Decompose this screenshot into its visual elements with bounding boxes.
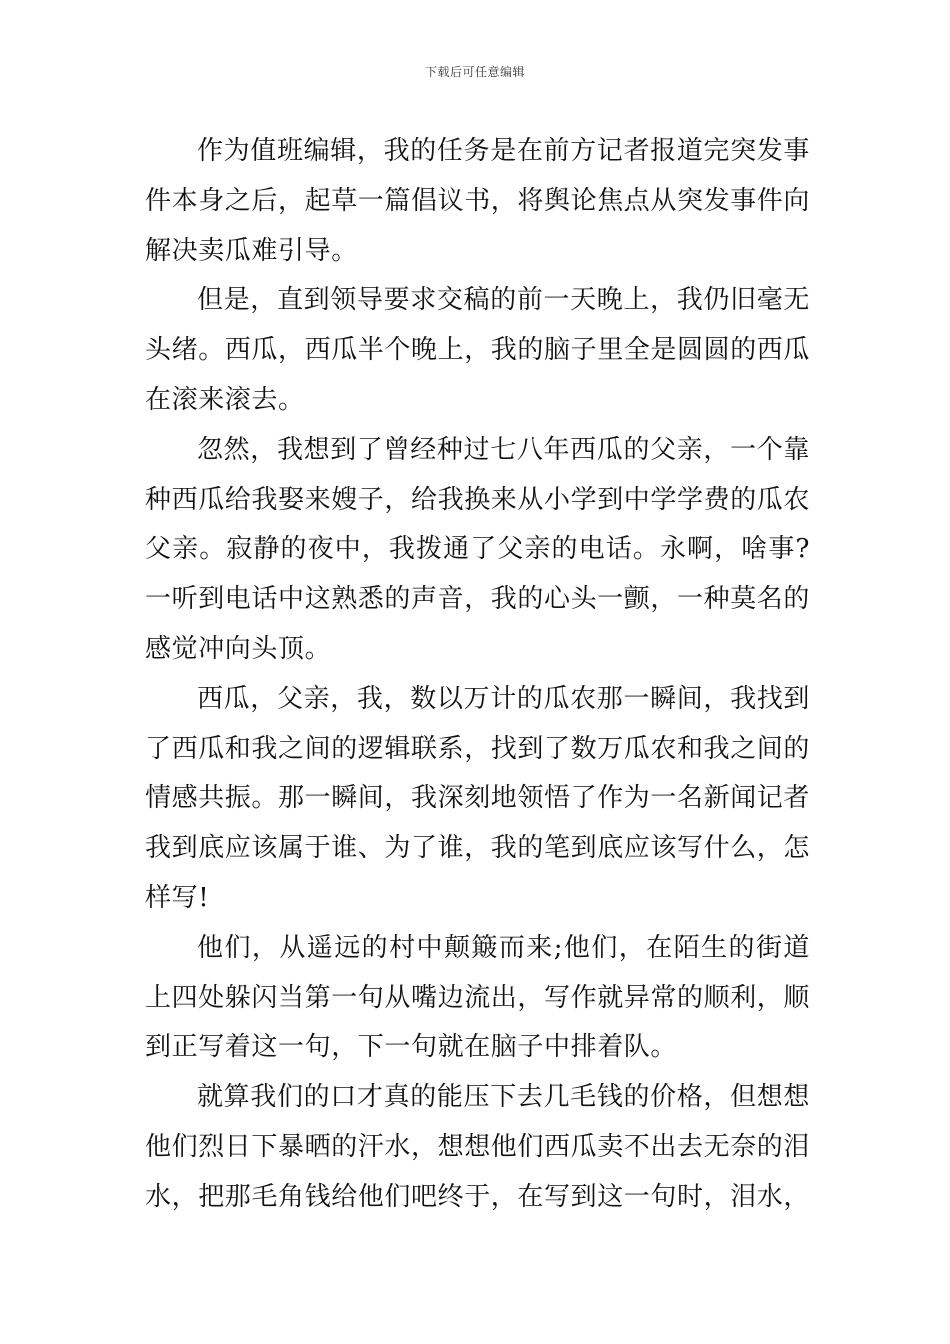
page-header-note: 下载后可任意编辑 [424,65,525,79]
paragraph-1: 作为值班编辑，我的任务是在前方记者报道完突发事件本身之后，起草一篇倡议书，将舆论焦点从突发事件向解决卖瓜难引导。 [145,136,811,266]
document-body [145,127,810,1223]
paragraph-4: 西瓜，父亲，我，数以万计的瓜农那一瞬间，我找到了西瓜和我之间的逻辑联系，找到了数万瓜农和我之间的情感共振。那一瞬间，我深刻地领悟了作为一名新闻记者我到底应该属于谁、为了谁，我的笔到底应该写什么，怎样写! [145,683,811,913]
paragraph-3: 忽然，我想到了曾经种过七八年西瓜的父亲，一个靠种西瓜给我娶来嫂子，给我换来从小学到中学学费的瓜农父亲。寂静的夜中，我拨通了父亲的电话。永啊，啥事?一听到电话中这熟悉的声音，我的心头一颤，一种莫名的感觉冲向头顶。 [145,434,811,664]
paragraph-6: 就算我们的口才真的能压下去几毛钱的价格，但想想他们烈日下暴晒的汗水，想想他们西瓜卖不出去无奈的泪水，把那毛角钱给他们吧终于，在写到这一句时，泪水， [145,1082,811,1212]
paragraph-2: 但是，直到领导要求交稿的前一天晚上，我仍旧毫无头绪。西瓜，西瓜半个晚上，我的脑子里全是圆圆的西瓜在滚来滚去。 [145,285,811,415]
paragraph-5: 他们，从遥远的村中颠簸而来;他们，在陌生的街道上四处躲闪当第一句从嘴边流出，写作就异常的顺利，顺到正写着这一句，下一句就在脑子中排着队。 [145,932,811,1063]
